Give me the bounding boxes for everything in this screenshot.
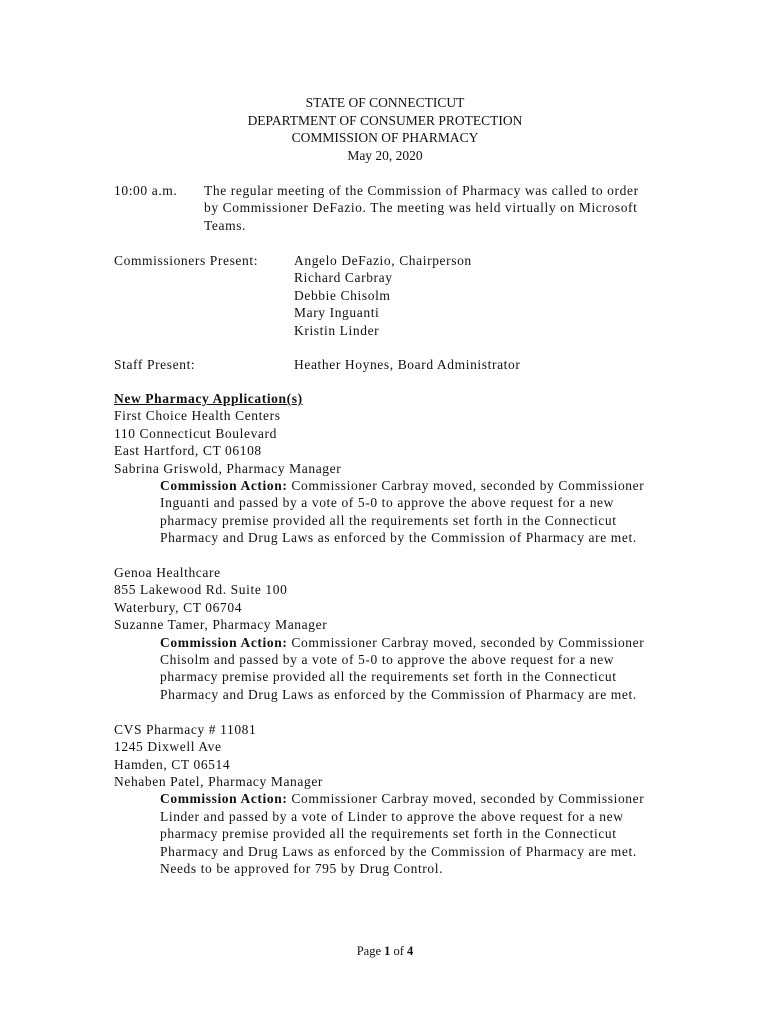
page-total: 4	[407, 944, 414, 958]
staff-label: Staff Present:	[114, 357, 196, 372]
commission-action	[160, 634, 650, 704]
pharmacy-address: 110 Connecticut Boulevard	[114, 425, 277, 441]
pharmacy-address: 855 Lakewood Rd. Suite 100	[114, 582, 288, 598]
meeting-time: 10:00 a.m.	[114, 183, 178, 198]
pharmacy-name: Genoa Healthcare	[114, 565, 221, 581]
commissioners-list	[294, 252, 472, 339]
commission-action	[160, 790, 650, 877]
pharmacy-manager: Suzanne Tamer, Pharmacy Manager	[114, 617, 328, 633]
application-entry	[114, 564, 654, 703]
staff-name: Heather Hoynes, Board Administrator	[294, 357, 521, 372]
page-footer	[0, 944, 770, 959]
commissioner-name: Mary Inguanti	[294, 305, 380, 321]
document-header	[0, 94, 770, 164]
commission-action-text: Commissioner Carbray moved, seconded by Commissioner Inguanti and passed by a vote of 5-0 to approve the above request for a new pharmacy premise provided all the requirements set forth in the Connecticut Pharmacy and Drug Laws as enforced by the Commission of Pharmacy are met.	[160, 478, 645, 546]
commission-action-label: Commission Action:	[160, 791, 288, 807]
pharmacy-city: Hamden, CT 06514	[114, 756, 231, 772]
of-word: of	[393, 944, 404, 958]
pharmacy-city: East Hartford, CT 06108	[114, 443, 262, 459]
commission-action-label: Commission Action:	[160, 634, 288, 650]
commission-action	[160, 477, 650, 547]
commissioner-name: Kristin Linder	[294, 322, 380, 338]
applications-section	[114, 390, 654, 877]
commission-action-label: Commission Action:	[160, 478, 288, 494]
header-date: May 20, 2020	[347, 147, 423, 163]
header-department: DEPARTMENT OF CONSUMER PROTECTION	[247, 112, 523, 128]
pharmacy-name: First Choice Health Centers	[114, 408, 281, 424]
page-number: 1	[384, 944, 391, 958]
commissioner-name: Richard Carbray	[294, 270, 393, 286]
commissioner-name: Debbie Chisolm	[294, 287, 391, 303]
commissioners-label: Commissioners Present:	[114, 253, 259, 268]
application-entry	[114, 407, 654, 546]
page-word: Page	[356, 944, 381, 958]
pharmacy-manager: Sabrina Griswold, Pharmacy Manager	[114, 460, 342, 476]
pharmacy-city: Waterbury, CT 06704	[114, 599, 243, 615]
pharmacy-manager: Nehaben Patel, Pharmacy Manager	[114, 773, 324, 789]
application-entry	[114, 721, 654, 878]
commissioner-name: Angelo DeFazio, Chairperson	[294, 253, 472, 268]
pharmacy-address: 1245 Dixwell Ave	[114, 739, 222, 755]
pharmacy-name: CVS Pharmacy # 11081	[114, 721, 257, 737]
header-commission: COMMISSION OF PHARMACY	[291, 130, 479, 145]
applications-title: New Pharmacy Application(s)	[114, 391, 303, 406]
header-state: STATE OF CONNECTICUT	[305, 95, 465, 110]
commission-action-text: Commissioner Carbray moved, seconded by Commissioner Chisolm and passed by a vote of 5-0 to approve the above request for a new pharmacy premise provided all the requirements set forth in the Connecticut Pharmacy and Drug Laws as enforced by the Commission of Pharmacy are met.	[160, 634, 645, 702]
meeting-description: The regular meeting of the Commission of Pharmacy was called to order by Commissioner DeFazio. The meeting was held virtually on Microsoft Teams.	[204, 183, 639, 233]
commission-action-text: Commissioner Carbray moved, seconded by Commissioner Linder and passed by a vote of Linder to approve the above request for a new pharmacy premise provided all the requirements set forth in the Connecticut Pharmacy and Drug Laws as enforced by the Commission of Pharmacy are met. Needs to be approved for 795 by Drug Control.	[160, 791, 645, 876]
